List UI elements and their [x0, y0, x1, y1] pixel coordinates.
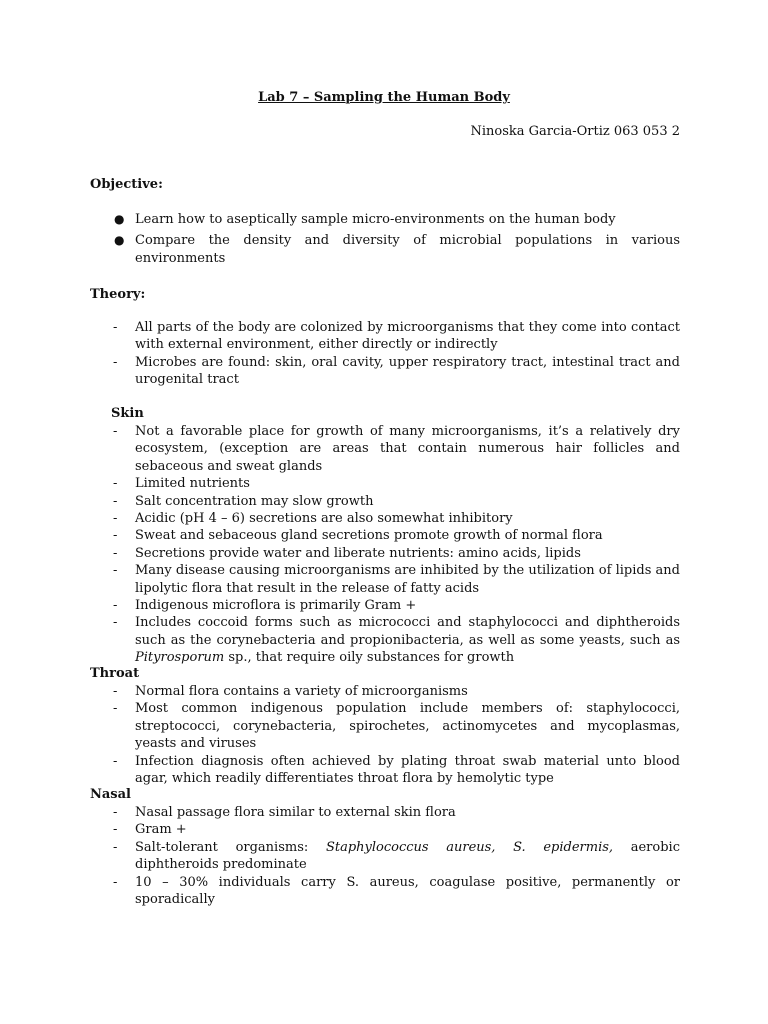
skin-list: [90, 423, 680, 667]
skin-item: - Includes coccoid forms such as micrococci and staphylococci and diphtheroids such as the corynebacteria and propionibacteria, as well as some yeasts, such as Pityrosporum sp., that require oily substances for growth: [113, 615, 680, 666]
dash-marker: -: [113, 615, 118, 631]
dash-marker: -: [113, 805, 118, 820]
dash-marker: -: [113, 684, 118, 699]
objective-item: ● Compare the density and diversity of microbial populations in various environments: [114, 233, 680, 266]
skin-item: - Acidic (pH 4 – 6) secretions are also somewhat inhibitory: [113, 511, 513, 527]
nasal-item: - Gram +: [113, 822, 187, 838]
nasal-item: - Nasal passage flora similar to external skin flora: [113, 805, 456, 820]
skin-item: - Not a favorable place for growth of many microorganisms, it’s a relatively dry ecosystem, (exception are areas that contain numerous hair follicles and sebaceous and sweat glands: [113, 424, 680, 474]
skin-item: - Indigenous microflora is primarily Gram +: [113, 598, 417, 614]
throat-heading: Throat: [90, 666, 140, 681]
document-title: Lab 7 – Sampling the Human Body: [258, 90, 510, 105]
bullet-icon: ●: [114, 212, 125, 226]
bullet-icon: ●: [114, 233, 125, 248]
dash-marker: -: [113, 753, 118, 769]
objective-item: ● Learn how to aseptically sample micro-environments on the human body: [114, 212, 616, 227]
theory-heading: Theory:: [90, 287, 146, 302]
species-names: Staphylococcus aureus, S. epidermis,: [325, 839, 614, 855]
dash-marker: -: [113, 598, 118, 614]
dash-marker: -: [113, 563, 118, 579]
skin-item: - Secretions provide water and liberate nutrients: amino acids, lipids: [113, 545, 581, 561]
dash-marker: -: [113, 822, 118, 838]
nasal-heading: Nasal: [90, 787, 131, 802]
skin-item: - Sweat and sebaceous gland secretions promote growth of normal flora: [113, 528, 603, 544]
throat-item: - Most common indigenous population include members of: staphylococci, streptococci, corynebacteria, spirochetes, actinomycetes and mycoplasmas, yeasts and viruses: [113, 701, 680, 752]
nasal-item: - Salt-tolerant organisms: Staphylococcus aureus, S. epidermis, aerobic diphtheroids predominate: [113, 839, 680, 873]
nasal-list: [90, 804, 680, 908]
dash-marker: -: [113, 424, 118, 439]
objective-heading: Objective:: [90, 177, 163, 192]
dash-marker: -: [113, 528, 118, 544]
objective-list: [90, 211, 680, 267]
nasal-item: - 10 – 30% individuals carry S. aureus, coagulase positive, permanently or sporadically: [113, 874, 680, 908]
dash-marker: -: [113, 874, 118, 890]
dash-marker: -: [113, 839, 118, 855]
skin-item: - Limited nutrients: [113, 476, 250, 492]
genus-name: Pityrosporum: [135, 650, 225, 666]
theory-item: - All parts of the body are colonized by microorganisms that they come into contact with external environment, either directly or indirectly: [113, 320, 680, 353]
dash-marker: -: [113, 354, 118, 370]
dash-marker: -: [113, 545, 118, 561]
author-line: Ninoska Garcia-Ortiz 063 053 2: [470, 124, 680, 139]
throat-item: - Infection diagnosis often achieved by plating throat swab material unto blood agar, which readily differentiates throat flora by hemolytic type: [113, 753, 680, 787]
throat-item: - Normal flora contains a variety of microorganisms: [113, 684, 468, 699]
theory-list: [90, 319, 680, 389]
throat-list: [90, 683, 680, 787]
dash-marker: -: [113, 476, 118, 492]
skin-item: - Salt concentration may slow growth: [113, 493, 374, 509]
dash-marker: -: [113, 511, 118, 527]
dash-marker: -: [113, 493, 118, 509]
dash-marker: -: [113, 701, 118, 717]
theory-item: - Microbes are found: skin, oral cavity, upper respiratory tract, intestinal tract and urogenital tract: [113, 354, 680, 388]
skin-heading: Skin: [111, 406, 144, 421]
dash-marker: -: [113, 320, 118, 335]
skin-item: - Many disease causing microorganisms are inhibited by the utilization of lipids and lipolytic flora that result in the release of fatty acids: [113, 563, 680, 596]
